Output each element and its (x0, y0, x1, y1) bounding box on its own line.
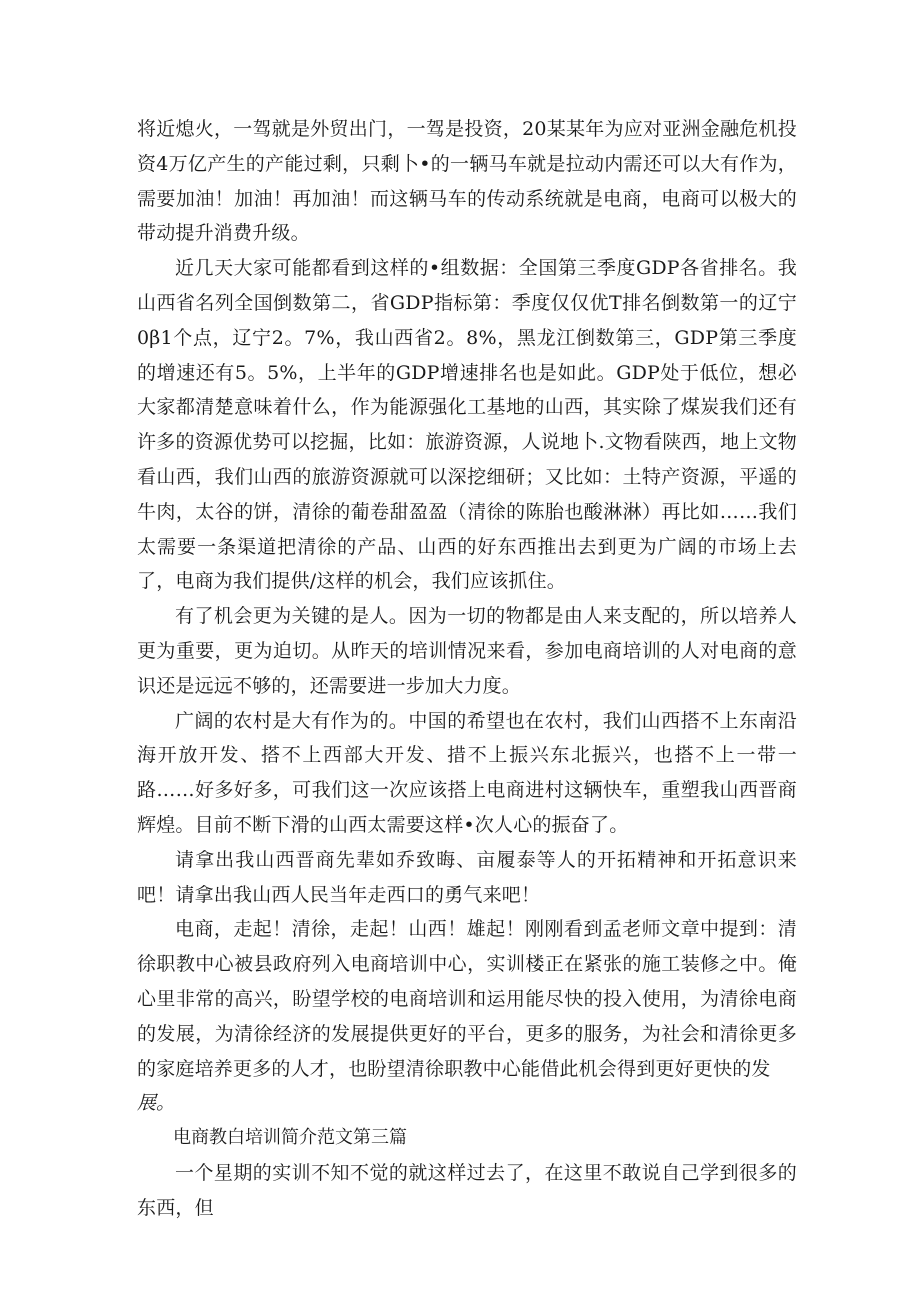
paragraph-1: 将近熄火，一驾就是外贸出门，一驾是投资，20某某年为应对亚洲金融危机投资4万亿产生的产能过剩，只剩卜•的一辆马车就是拉动内需还可以大有作为，需要加油！加油！再加油！而这辆马车的传动系统就是电商，电商可以极大的带动提升消费升级。 (137, 118, 797, 245)
paragraph-3: 有了机会更为关键的是人。因为一切的物都是由人来支配的，所以培养人更为重要，更为迫切。从昨天的培训情况来看，参加电商培训的人对电商的意识还是远远不够的，还需要进一步加大力度。 (137, 605, 797, 697)
paragraph-4: 广阔的农村是大有作为的。中国的希望也在农村，我们山西搭不上东南沿海开放开发、搭不上西部大开发、措不上振兴东北振兴，也搭不上一带一路……好多好多，可我们这一次应该搭上电商进村这辆快车，重塑我山西晋商辉煌。目前不断下滑的山西太需要这样•次人心的振奋了。 (137, 709, 797, 836)
paragraph-5: 请拿出我山西晋商先辈如乔致晦、亩履泰等人的开拓精神和开拓意识来吧！请拿出我山西人民当年走西口的勇气来吧！ (137, 848, 797, 906)
paragraph-6-tail: 展。 (137, 1092, 176, 1115)
paragraph-7: 一个星期的实训不知不觉的就这样过去了，在这里不敢说自己学到很多的东西，但 (137, 1161, 797, 1219)
document-page (137, 112, 797, 1226)
paragraph-6: 电商，走起！清徐，走起！山西！雄起！刚刚看到孟老师文章中提到：清徐职教中心被县政府列入电商培训中心，实训楼正在紧张的施工装修之中。俺心里非常的高兴，盼望学校的电商培训和运用能尽快的投入使用，为清徐电商的发展，为清徐经济的发展提供更好的平台，更多的服务，为社会和清徐更多的家庭培养更多的人才，也盼望清徐职教中心能借此机会得到更好更快的发 (137, 918, 797, 1080)
paragraph-2: 近几天大家可能都看到这样的•组数据：全国第三季度GDP各省排名。我山西省名列全国倒数第二，省GDP指标第：季度仅仅优T排名倒数第一的辽宁0β1个点，辽宁2。7%，我山西省2。8%，黑龙江倒数第三，GDP第三季度的增速还有5。5%，上半年的GDP增速排名也是如此。GDP处于低位，想必大家都清楚意味着什么，作为能源强化工基地的山西，其实除了煤炭我们还有许多的资源优势可以挖掘，比如：旅游资源，人说地卜.文物看陕西，地上文物看山西，我们山西的旅游资源就可以深挖细研；又比如：土特产资源，平遥的牛肉，太谷的饼，清徐的葡卷甜盈盈（清徐的陈胎也酸淋淋）再比如……我们太需要一条渠道把清徐的产品、山西的好东西推出去到更为广阔的市场上去了，电商为我们提供/这样的机会，我们应该抓住。 (137, 257, 797, 593)
section-title: 电商教白培训简介范文第三篇 (173, 1127, 407, 1149)
